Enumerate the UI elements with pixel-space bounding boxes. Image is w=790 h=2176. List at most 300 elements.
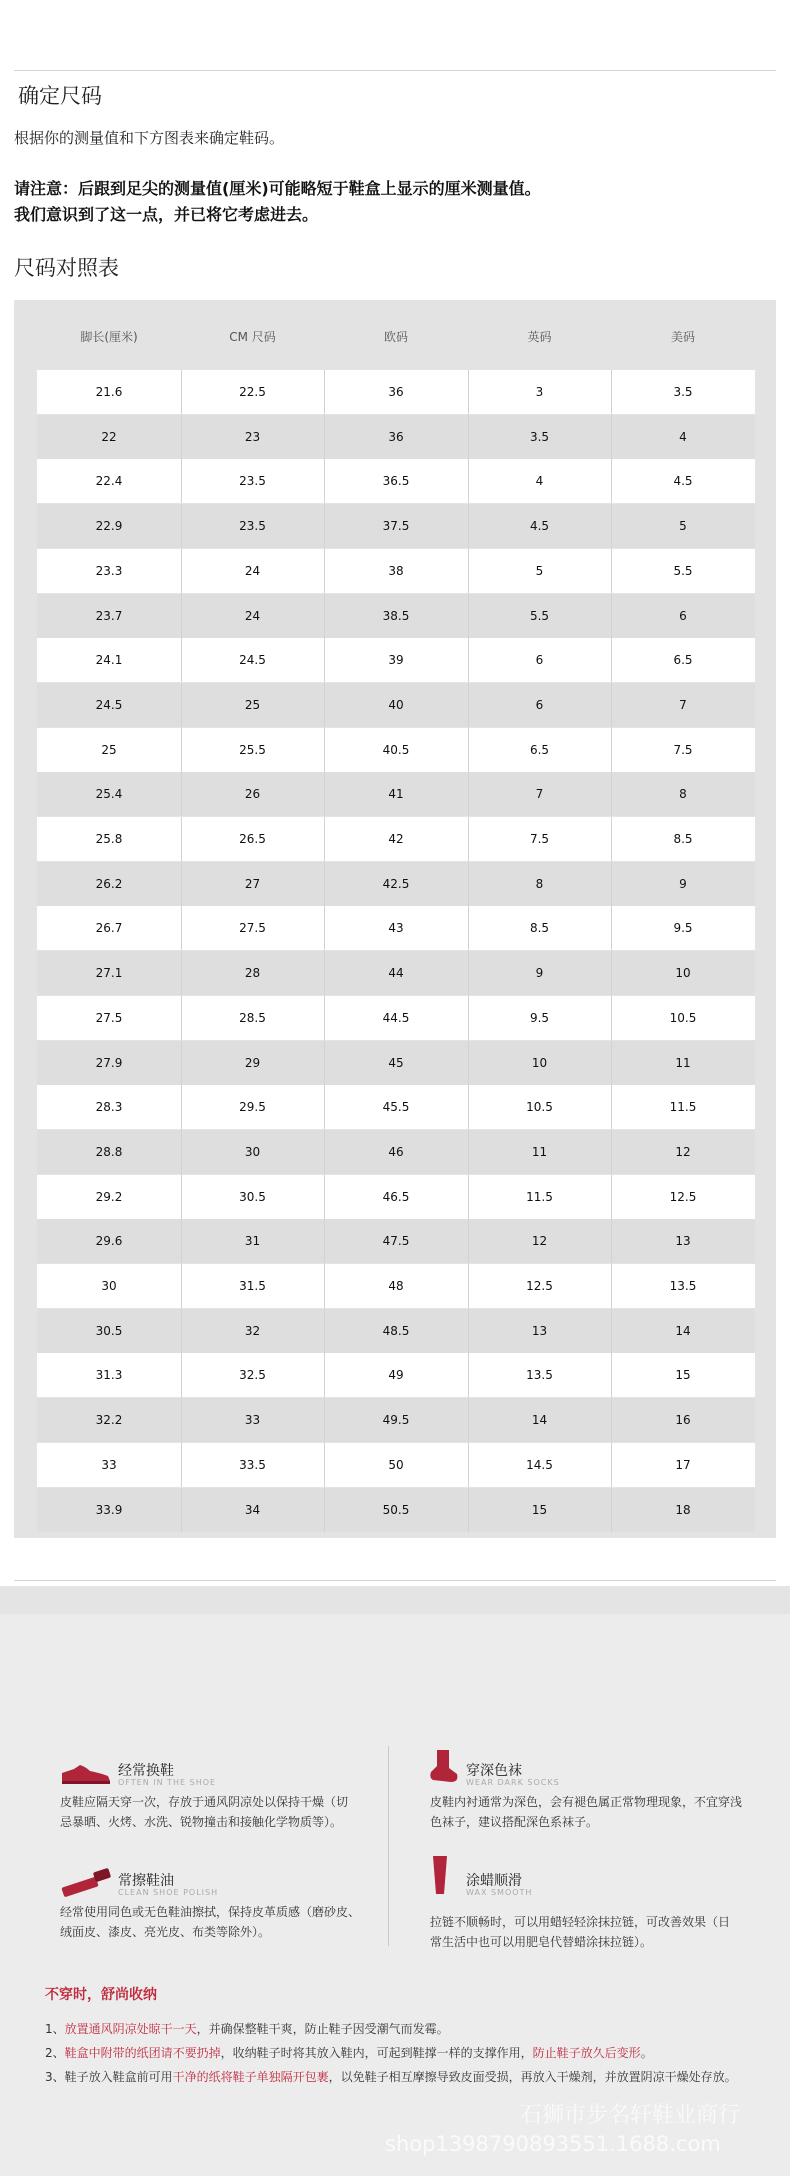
table-cell: 3.5 <box>673 385 693 399</box>
care-section <box>0 1586 790 2176</box>
column-divider <box>468 951 469 995</box>
column-divider <box>324 504 325 548</box>
table-cell: 7 <box>535 787 544 801</box>
table-cell: 30 <box>101 1279 117 1293</box>
care-title-1: 经常换鞋 <box>118 1763 174 1779</box>
table-cell: 50 <box>388 1458 404 1472</box>
table-cell: 3 <box>535 385 544 399</box>
table-cell: 27.1 <box>95 966 123 980</box>
table-cell: 45 <box>388 1056 404 1070</box>
table-cell: 8.5 <box>529 921 550 935</box>
polish-icon <box>60 1866 114 1898</box>
table-cell: 4.5 <box>529 519 550 533</box>
table-cell: 15 <box>531 1503 548 1517</box>
watermark-line-1: 石狮市步名轩鞋业商行 <box>520 2103 741 2128</box>
column-divider <box>181 1353 182 1397</box>
column-divider <box>611 459 612 503</box>
table-cell: 6 <box>679 609 687 623</box>
table-cell: 48 <box>388 1279 404 1293</box>
table-cell: 13.5 <box>526 1368 553 1382</box>
table-cell: 26.2 <box>95 877 123 891</box>
table-cell: 38 <box>388 564 404 578</box>
table-cell: 32.2 <box>95 1413 123 1427</box>
column-divider <box>181 638 182 682</box>
column-divider <box>324 817 325 861</box>
care-desc-4a: 拉链不顺畅时，可以用蜡轻轻涂抹拉链，可改善效果（日 <box>430 1915 731 1929</box>
table-cell: 28 <box>244 966 261 980</box>
table-cell: 46.5 <box>382 1190 410 1204</box>
table-row <box>37 1264 755 1308</box>
column-header: 脚长(厘米) <box>80 330 138 344</box>
table-cell: 26.7 <box>95 921 123 935</box>
table-row <box>37 415 755 459</box>
column-divider <box>468 862 469 906</box>
care-subtitle-2: WEAR DARK SOCKS <box>466 1778 560 1787</box>
column-divider <box>181 772 182 816</box>
care-title-4: 涂蜡顺滑 <box>466 1873 522 1889</box>
table-cell: 40 <box>388 698 404 712</box>
table-cell: 42 <box>388 832 404 846</box>
table-cell: 36 <box>388 430 404 444</box>
table-cell: 18 <box>675 1503 691 1517</box>
table-cell: 5.5 <box>529 609 550 623</box>
column-divider <box>324 370 325 414</box>
column-divider <box>181 1219 182 1263</box>
table-cell: 22.5 <box>239 385 266 399</box>
column-divider <box>181 1488 182 1532</box>
column-divider <box>181 1309 182 1353</box>
table-row <box>37 638 755 682</box>
column-divider <box>181 817 182 861</box>
table-cell: 30 <box>244 1145 261 1159</box>
table-cell: 25.4 <box>95 787 123 801</box>
table-cell: 5.5 <box>673 564 693 578</box>
table-cell: 13 <box>531 1324 548 1338</box>
table-cell: 10 <box>675 966 691 980</box>
table-cell: 28.3 <box>95 1100 123 1114</box>
column-divider <box>181 459 182 503</box>
table-cell: 38.5 <box>382 609 410 623</box>
column-divider <box>611 1175 612 1219</box>
table-cell: 4 <box>679 430 687 444</box>
column-divider <box>324 549 325 593</box>
table-cell: 23 <box>244 430 261 444</box>
table-cell: 11 <box>675 1056 691 1070</box>
column-divider <box>181 1264 182 1308</box>
tip-2: 2、鞋盒中附带的纸团请不要扔掉，收纳鞋子时将其放入鞋内，可起到鞋撑一样的支撑作用，防止鞋子放久后变形。 <box>45 2046 653 2060</box>
column-divider <box>468 1264 469 1308</box>
table-cell: 23.5 <box>239 474 266 488</box>
column-divider <box>181 1085 182 1129</box>
sock-icon <box>425 1748 459 1786</box>
column-divider <box>468 638 469 682</box>
care-desc-3a: 经常使用同色或无色鞋油擦拭，保持皮革质感（磨砂皮、 <box>60 1905 361 1919</box>
table-cell: 22.4 <box>95 474 123 488</box>
column-divider <box>324 951 325 995</box>
care-desc-4b: 常生活中也可以用肥皂代替蜡涂抹拉链）。 <box>430 1935 653 1949</box>
watermark-line-2: shop1398790893551.1688.com <box>385 2132 721 2156</box>
column-divider <box>611 1041 612 1085</box>
table-cell: 9.5 <box>529 1011 550 1025</box>
table-cell: 42.5 <box>382 877 410 891</box>
table-cell: 7.5 <box>529 832 550 846</box>
table-cell: 50.5 <box>382 1503 410 1517</box>
table-row <box>37 1309 755 1353</box>
table-cell: 4.5 <box>673 474 693 488</box>
column-divider <box>611 1085 612 1129</box>
table-cell: 34 <box>244 1503 261 1517</box>
table-cell: 12.5 <box>669 1190 697 1204</box>
table-cell: 10.5 <box>526 1100 553 1114</box>
column-divider <box>611 817 612 861</box>
table-cell: 22.9 <box>95 519 123 533</box>
table-cell: 14 <box>531 1413 548 1427</box>
column-divider <box>324 1219 325 1263</box>
table-cell: 8 <box>535 877 544 891</box>
table-cell: 12 <box>675 1145 691 1159</box>
table-cell: 24 <box>244 609 261 623</box>
column-divider <box>468 594 469 638</box>
wax-icon <box>430 1854 450 1898</box>
table-row <box>37 1130 755 1174</box>
column-header: 英码 <box>527 330 552 344</box>
table-cell: 3.5 <box>529 430 550 444</box>
table-row <box>37 1041 755 1085</box>
table-cell: 10.5 <box>669 1011 697 1025</box>
column-divider <box>611 1130 612 1174</box>
table-cell: 43 <box>388 921 404 935</box>
table-cell: 11.5 <box>526 1190 553 1204</box>
shoe-icon <box>60 1761 112 1785</box>
table-cell: 39 <box>388 653 404 667</box>
column-header: CM 尺码 <box>229 330 276 344</box>
table-row <box>37 549 755 593</box>
column-divider <box>181 1130 182 1174</box>
table-cell: 9.5 <box>673 921 693 935</box>
table-row <box>37 1219 755 1263</box>
column-header: 欧码 <box>383 330 408 344</box>
column-divider <box>611 1443 612 1487</box>
column-divider <box>324 1443 325 1487</box>
table-cell: 40.5 <box>382 743 410 757</box>
column-divider <box>468 459 469 503</box>
column-divider <box>181 1041 182 1085</box>
table-cell: 36.5 <box>382 474 410 488</box>
table-cell: 12 <box>531 1234 548 1248</box>
table-cell: 41 <box>388 787 404 801</box>
table-cell: 6 <box>535 698 544 712</box>
tip-1: 1、放置通风阴凉处晾干一天，并确保整鞋干爽，防止鞋子因受潮气而发霉。 <box>45 2022 449 2036</box>
table-row <box>37 996 755 1040</box>
column-divider <box>611 772 612 816</box>
table-cell: 29.6 <box>95 1234 123 1248</box>
care-subtitle-1: OFTEN IN THE SHOE <box>118 1778 217 1787</box>
care-top-strip <box>0 1586 790 1614</box>
table-cell: 23.3 <box>95 564 123 578</box>
care-desc-1b: 忌暴晒、火烤、水洗、锐物撞击和接触化学物质等）。 <box>60 1815 343 1829</box>
column-divider <box>611 683 612 727</box>
table-row <box>37 1488 755 1532</box>
table-cell: 44.5 <box>382 1011 410 1025</box>
column-divider <box>468 1398 469 1442</box>
column-divider <box>324 1085 325 1129</box>
column-divider <box>181 370 182 414</box>
table-row <box>37 1398 755 1442</box>
column-divider <box>468 1443 469 1487</box>
column-divider <box>468 1085 469 1129</box>
column-divider <box>181 1398 182 1442</box>
column-divider <box>468 504 469 548</box>
table-cell: 13.5 <box>669 1279 697 1293</box>
column-divider <box>181 683 182 727</box>
table-row <box>37 1443 755 1487</box>
column-divider <box>181 728 182 772</box>
care-desc-2a: 皮鞋内衬通常为深色，会有褪色属正常物理现象，不宜穿浅 <box>430 1795 743 1809</box>
care-desc-2b: 色袜子，建议搭配深色系袜子。 <box>430 1815 599 1829</box>
column-divider <box>468 1219 469 1263</box>
table-cell: 7 <box>679 698 687 712</box>
table-cell: 49.5 <box>382 1413 410 1427</box>
care-desc-3b: 绒面皮、漆皮、亮光皮、布类等除外）。 <box>60 1925 271 1939</box>
table-cell: 11.5 <box>669 1100 697 1114</box>
table-row <box>37 459 755 503</box>
table-cell: 9 <box>535 966 544 980</box>
column-divider <box>181 862 182 906</box>
table-cell: 15 <box>675 1368 691 1382</box>
note-line-2: 我们意识到了这一点，并已将它考虑进去。 <box>14 205 319 224</box>
column-divider <box>324 415 325 459</box>
column-divider <box>611 1353 612 1397</box>
column-divider <box>324 1353 325 1397</box>
table-row <box>37 1353 755 1397</box>
table-cell: 46 <box>388 1145 404 1159</box>
column-divider <box>324 728 325 772</box>
table-cell: 33 <box>101 1458 117 1472</box>
size-chart-title: 尺码对照表 <box>14 256 119 280</box>
table-cell: 5 <box>535 564 544 578</box>
column-divider <box>324 1309 325 1353</box>
table-cell: 36 <box>388 385 404 399</box>
care-divider <box>388 1746 389 1946</box>
column-divider <box>324 996 325 1040</box>
column-divider <box>611 638 612 682</box>
column-divider <box>324 459 325 503</box>
column-divider <box>324 594 325 638</box>
table-cell: 4 <box>535 474 544 488</box>
column-divider <box>468 906 469 950</box>
table-cell: 26.5 <box>239 832 266 846</box>
table-cell: 8 <box>679 787 687 801</box>
column-divider <box>611 1309 612 1353</box>
column-divider <box>611 1398 612 1442</box>
table-cell: 29.5 <box>239 1100 266 1114</box>
table-cell: 29 <box>244 1056 261 1070</box>
table-cell: 32 <box>244 1324 261 1338</box>
table-cell: 16 <box>675 1413 691 1427</box>
table-cell: 33.9 <box>95 1503 123 1517</box>
column-divider <box>181 1175 182 1219</box>
table-row <box>37 1175 755 1219</box>
table-cell: 14.5 <box>526 1458 553 1472</box>
table-cell: 8.5 <box>673 832 693 846</box>
table-cell: 27.9 <box>95 1056 123 1070</box>
table-row <box>37 772 755 816</box>
table-cell: 22 <box>101 430 117 444</box>
column-divider <box>468 772 469 816</box>
note-line-1: 请注意：后跟到足尖的测量值(厘米)可能略短于鞋盒上显示的厘米测量值。 <box>14 179 541 198</box>
column-divider <box>324 906 325 950</box>
table-cell: 12.5 <box>526 1279 553 1293</box>
table-cell: 17 <box>675 1458 691 1472</box>
tips-title: 不穿时，舒尚收纳 <box>45 1987 157 2003</box>
table-cell: 27.5 <box>239 921 266 935</box>
tip-3: 3、鞋子放入鞋盒前可用干净的纸将鞋子单独隔开包裹，以免鞋子相互摩擦导致皮面受损，再放入干燥剂，并放置阴凉干燥处存放。 <box>45 2070 737 2084</box>
column-divider <box>324 1175 325 1219</box>
table-cell: 30.5 <box>95 1324 123 1338</box>
table-row <box>37 728 755 772</box>
column-divider <box>324 683 325 727</box>
column-divider <box>181 504 182 548</box>
column-divider <box>611 415 612 459</box>
table-cell: 24.1 <box>95 653 123 667</box>
table-cell: 25 <box>244 698 261 712</box>
table-cell: 33.5 <box>239 1458 266 1472</box>
table-row <box>37 370 755 414</box>
table-cell: 24 <box>244 564 261 578</box>
table-cell: 6.5 <box>529 743 550 757</box>
table-cell: 25.5 <box>239 743 266 757</box>
table-cell: 14 <box>675 1324 691 1338</box>
table-cell: 6.5 <box>673 653 693 667</box>
table-cell: 13 <box>675 1234 691 1248</box>
table-cell: 31.5 <box>239 1279 266 1293</box>
table-row <box>37 951 755 995</box>
column-divider <box>324 1264 325 1308</box>
table-cell: 25.8 <box>95 832 123 846</box>
column-divider <box>324 862 325 906</box>
table-cell: 31 <box>244 1234 261 1248</box>
table-cell: 49 <box>388 1368 404 1382</box>
intro-text: 根据你的测量值和下方图表来确定鞋码。 <box>14 129 285 147</box>
column-divider <box>324 638 325 682</box>
column-divider <box>324 1398 325 1442</box>
column-divider <box>611 1488 612 1532</box>
column-divider <box>611 862 612 906</box>
table-cell: 47.5 <box>382 1234 410 1248</box>
column-divider <box>468 1175 469 1219</box>
table-cell: 27 <box>244 877 261 891</box>
chart-bottom-divider <box>14 1580 776 1581</box>
column-divider <box>468 1309 469 1353</box>
column-divider <box>611 549 612 593</box>
column-divider <box>181 906 182 950</box>
column-divider <box>468 817 469 861</box>
column-divider <box>611 370 612 414</box>
column-divider <box>468 1041 469 1085</box>
table-cell: 23.5 <box>239 519 266 533</box>
column-divider <box>468 415 469 459</box>
care-title-3: 常擦鞋油 <box>118 1873 174 1889</box>
column-divider <box>611 996 612 1040</box>
column-divider <box>468 1488 469 1532</box>
column-divider <box>324 1041 325 1085</box>
column-divider <box>468 1353 469 1397</box>
table-cell: 6 <box>535 653 544 667</box>
column-divider <box>611 951 612 995</box>
table-cell: 44 <box>388 966 404 980</box>
table-cell: 24.5 <box>95 698 123 712</box>
care-subtitle-3: CLEAN SHOE POLISH <box>118 1888 219 1897</box>
column-divider <box>324 1130 325 1174</box>
column-divider <box>181 1443 182 1487</box>
table-cell: 9 <box>679 877 687 891</box>
table-cell: 29.2 <box>95 1190 123 1204</box>
care-desc-1a: 皮鞋应隔天穿一次，存放于通风阴凉处以保持干燥（切 <box>60 1795 349 1809</box>
column-divider <box>611 906 612 950</box>
table-cell: 27.5 <box>95 1011 123 1025</box>
table-cell: 26 <box>244 787 261 801</box>
care-title-2: 穿深色袜 <box>466 1763 522 1779</box>
table-cell: 7.5 <box>673 743 693 757</box>
table-cell: 21.6 <box>95 385 123 399</box>
table-cell: 31.3 <box>95 1368 123 1382</box>
table-cell: 32.5 <box>239 1368 266 1382</box>
column-divider <box>611 594 612 638</box>
column-divider <box>324 772 325 816</box>
column-divider <box>181 951 182 995</box>
table-cell: 48.5 <box>382 1324 410 1338</box>
column-divider <box>181 996 182 1040</box>
column-divider <box>324 1488 325 1532</box>
care-subtitle-4: WAX SMOOTH <box>466 1888 533 1897</box>
column-divider <box>468 728 469 772</box>
column-divider <box>181 549 182 593</box>
table-row <box>37 683 755 727</box>
table-cell: 37.5 <box>382 519 410 533</box>
table-cell: 10 <box>531 1056 548 1070</box>
table-row <box>37 594 755 638</box>
table-row <box>37 504 755 548</box>
table-cell: 23.7 <box>95 609 123 623</box>
column-header: 美码 <box>670 330 695 344</box>
column-divider <box>468 1130 469 1174</box>
column-divider <box>468 549 469 593</box>
table-cell: 33 <box>244 1413 261 1427</box>
table-row <box>37 817 755 861</box>
table-cell: 25 <box>101 743 117 757</box>
column-divider <box>181 594 182 638</box>
column-divider <box>468 370 469 414</box>
table-row <box>37 862 755 906</box>
table-cell: 28.8 <box>95 1145 123 1159</box>
table-cell: 11 <box>531 1145 548 1159</box>
column-divider <box>611 504 612 548</box>
column-divider <box>181 415 182 459</box>
table-cell: 28.5 <box>239 1011 266 1025</box>
table-cell: 24.5 <box>239 653 266 667</box>
column-divider <box>468 683 469 727</box>
column-divider <box>611 1264 612 1308</box>
table-cell: 5 <box>679 519 687 533</box>
column-divider <box>611 1219 612 1263</box>
top-divider <box>14 70 776 71</box>
table-cell: 45.5 <box>382 1100 410 1114</box>
table-row <box>37 906 755 950</box>
page-title: 确定尺码 <box>18 84 102 108</box>
table-row <box>37 1085 755 1129</box>
column-divider <box>468 996 469 1040</box>
column-divider <box>611 728 612 772</box>
